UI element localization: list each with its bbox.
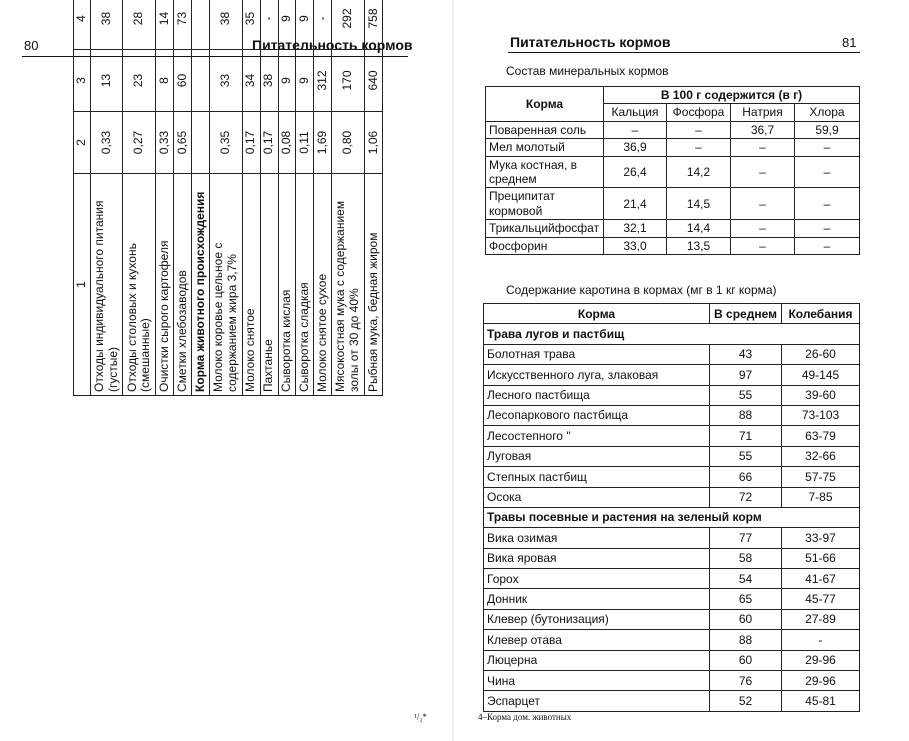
- page-number-right: 81: [842, 35, 857, 50]
- nutrition-row: [296, 0, 314, 396]
- nutrition-feed-name: Сыворотка кислая: [278, 174, 296, 396]
- nutrition-value: 0,33: [156, 112, 174, 174]
- nutrition-value: 9: [278, 0, 296, 50]
- nutrition-feed-name: Молоко коровье цельное с содержанием жира 3,7%: [209, 174, 242, 396]
- mineral-value: 13,5: [667, 237, 731, 254]
- mineral-row: [486, 139, 860, 156]
- nutrition-header-row: [74, 0, 91, 396]
- carotene-feed-name: Клевер отава: [484, 630, 710, 650]
- carotene-value: 55: [710, 385, 782, 405]
- nutrition-value: 0,11: [296, 112, 314, 174]
- carotene-value: 66: [710, 467, 782, 487]
- carotene-value: 45-77: [782, 589, 860, 609]
- nutrition-value: 9: [296, 50, 314, 112]
- carotene-feed-name: Искусственного луга, злаковая: [484, 365, 710, 385]
- carotene-value: 52: [710, 691, 782, 711]
- carotene-feed-name: Вика яровая: [484, 548, 710, 568]
- carotene-feed-name: Люцерна: [484, 650, 710, 670]
- nutrition-row: [209, 0, 242, 396]
- nutrition-row: [90, 0, 123, 396]
- nutrition-value: 73: [174, 0, 192, 50]
- mineral-value: –: [731, 156, 795, 188]
- nutrition-feed-name: Молоко снятое сухое: [314, 174, 332, 396]
- carotene-feed-name: Горох: [484, 569, 710, 589]
- mineral-value: –: [795, 188, 860, 220]
- carotene-row: [484, 650, 860, 670]
- mineral-row: [486, 156, 860, 188]
- carotene-row: [484, 569, 860, 589]
- nutrition-feed-name: Сыворотка сладкая: [296, 174, 314, 396]
- carotene-value: 77: [710, 528, 782, 548]
- carotene-feed-name: Чина: [484, 671, 710, 691]
- carotene-value: 43: [710, 344, 782, 364]
- carotene-col-feed: Корма: [484, 304, 710, 324]
- carotene-row: [484, 487, 860, 507]
- mineral-value: 14,2: [667, 156, 731, 188]
- nutrition-value: 14: [156, 0, 174, 50]
- nutrition-value: 0,80: [332, 112, 365, 174]
- carotene-value: 60: [710, 609, 782, 629]
- mineral-feed-name: Мука костная, в среднем: [486, 156, 604, 188]
- nutrition-value: 0,17: [242, 112, 260, 174]
- carotene-row: [484, 385, 860, 405]
- carotene-value: 54: [710, 569, 782, 589]
- nutrition-value: 38: [260, 50, 278, 112]
- carotene-feed-name: Болотная трава: [484, 344, 710, 364]
- carotene-value: 39-60: [782, 385, 860, 405]
- nutrition-value: 8: [156, 50, 174, 112]
- mineral-group-header: В 100 г содержится (в г): [604, 87, 860, 104]
- nutrition-feed-name: Сметки хлебозаводов: [174, 174, 192, 396]
- nutrition-value: 1,06: [364, 112, 382, 174]
- mineral-feed-name: Поваренная соль: [486, 121, 604, 138]
- carotene-value: 33-97: [782, 528, 860, 548]
- mineral-value: 14,4: [667, 220, 731, 237]
- mineral-sub-sodium: Натрия: [731, 104, 795, 121]
- mineral-value: 36,7: [731, 121, 795, 138]
- mineral-value: 14,5: [667, 188, 731, 220]
- mineral-value: –: [795, 156, 860, 188]
- header-rule-right: [508, 52, 860, 53]
- carotene-value: 32-66: [782, 446, 860, 466]
- nutrition-table-rotated: [73, 0, 383, 396]
- nutrition-row: [242, 0, 260, 396]
- mineral-value: –: [667, 139, 731, 156]
- carotene-section-label: Травы посевные и растения на зеленый корм: [484, 507, 860, 527]
- nutrition-value: 0,33: [90, 112, 123, 174]
- nutrition-empty-cell: [192, 112, 210, 174]
- carotene-feed-name: Лесостепного ": [484, 426, 710, 446]
- nutrition-row: [278, 0, 296, 396]
- carotene-value: 60: [710, 650, 782, 670]
- carotene-value: 88: [710, 630, 782, 650]
- mineral-value: 32,1: [604, 220, 667, 237]
- carotene-value: 71: [710, 426, 782, 446]
- nutrition-row: [156, 0, 174, 396]
- mineral-value: 36,9: [604, 139, 667, 156]
- carotene-row: [484, 365, 860, 385]
- mineral-value: –: [795, 220, 860, 237]
- carotene-table: [483, 303, 860, 712]
- footer-mark: ¹/₃*: [414, 712, 427, 722]
- nutrition-feed-name: Отходы индивидуального питания (густые): [90, 174, 123, 396]
- nutrition-value: 0,08: [278, 112, 296, 174]
- nutrition-value: 170: [332, 50, 365, 112]
- carotene-feed-name: Клевер (бутонизация): [484, 609, 710, 629]
- nutrition-col-header: 4: [74, 0, 91, 50]
- mineral-row: [486, 188, 860, 220]
- carotene-caption: Содержание каротина в кормах (мг в 1 кг корма): [506, 283, 777, 297]
- carotene-row: [484, 548, 860, 568]
- carotene-feed-name: Осока: [484, 487, 710, 507]
- nutrition-col-header: 3: [74, 50, 91, 112]
- carotene-value: 97: [710, 365, 782, 385]
- carotene-value: 55: [710, 446, 782, 466]
- mineral-feed-name: Трикальцийфосфат: [486, 220, 604, 237]
- mineral-col-feed: Корма: [486, 87, 604, 122]
- mineral-value: –: [604, 121, 667, 138]
- nutrition-value: 23: [123, 50, 156, 112]
- nutrition-value: 640: [364, 50, 382, 112]
- left-page: [0, 0, 448, 741]
- nutrition-row: [260, 0, 278, 396]
- mineral-sub-calcium: Кальция: [604, 104, 667, 121]
- mineral-value: 59,9: [795, 121, 860, 138]
- carotene-feed-name: Степных пастбищ: [484, 467, 710, 487]
- nutrition-value: 0,17: [260, 112, 278, 174]
- carotene-value: 88: [710, 405, 782, 425]
- carotene-feed-name: Донник: [484, 589, 710, 609]
- carotene-row: [484, 589, 860, 609]
- nutrition-value: 1,69: [314, 112, 332, 174]
- mineral-table: [485, 86, 860, 255]
- nutrition-value: 60: [174, 50, 192, 112]
- nutrition-body: [90, 0, 382, 396]
- carotene-col-range: Колебания: [782, 304, 860, 324]
- carotene-value: 76: [710, 671, 782, 691]
- mineral-feed-name: Преципитат кормовой: [486, 188, 604, 220]
- nutrition-value: 13: [90, 50, 123, 112]
- nutrition-feed-name: Отходы столовых и кухонь (смешанные): [123, 174, 156, 396]
- nutrition-value: 9: [296, 0, 314, 50]
- carotene-feed-name: Эспарцет: [484, 691, 710, 711]
- nutrition-value: -: [314, 0, 332, 50]
- carotene-row: [484, 467, 860, 487]
- right-page: [458, 0, 909, 741]
- mineral-value: –: [795, 139, 860, 156]
- nutrition-col-header: 2: [74, 112, 91, 174]
- carotene-feed-name: Луговая: [484, 446, 710, 466]
- nutrition-value: 38: [90, 0, 123, 50]
- carotene-row: [484, 691, 860, 711]
- mineral-feed-name: Фосфорин: [486, 237, 604, 254]
- carotene-value: 73-103: [782, 405, 860, 425]
- nutrition-feed-name: Мясокостная мука с содержанием золы от 30 до 40%: [332, 174, 365, 396]
- carotene-value: 7-85: [782, 487, 860, 507]
- nutrition-feed-name: Очистки сырого картофеля: [156, 174, 174, 396]
- nutrition-value: 34: [242, 50, 260, 112]
- mineral-sub-chlorine: Хлора: [795, 104, 860, 121]
- book-fold: [452, 0, 454, 741]
- running-head-left: Питательность кормов: [252, 37, 413, 53]
- nutrition-value: 38: [209, 0, 242, 50]
- carotene-feed-name: Вика озимая: [484, 528, 710, 548]
- nutrition-value: 9: [278, 50, 296, 112]
- nutrition-value: 0,35: [209, 112, 242, 174]
- mineral-caption: Состав минеральных кормов: [506, 64, 669, 78]
- nutrition-section-row: [192, 0, 210, 396]
- running-head-right: Питательность кормов: [510, 34, 671, 50]
- nutrition-row: [314, 0, 332, 396]
- carotene-section-row: [484, 324, 860, 344]
- nutrition-row: [123, 0, 156, 396]
- mineral-value: –: [731, 188, 795, 220]
- carotene-value: 63-79: [782, 426, 860, 446]
- carotene-row: [484, 446, 860, 466]
- nutrition-value: 35: [242, 0, 260, 50]
- mineral-value: –: [731, 139, 795, 156]
- nutrition-row: [364, 0, 382, 396]
- nutrition-value: 292: [332, 0, 365, 50]
- nutrition-feed-name: Пахтанье: [260, 174, 278, 396]
- mineral-value: –: [731, 220, 795, 237]
- carotene-row: [484, 426, 860, 446]
- mineral-row: [486, 121, 860, 138]
- carotene-value: 58: [710, 548, 782, 568]
- carotene-value: 41-67: [782, 569, 860, 589]
- carotene-value: 72: [710, 487, 782, 507]
- mineral-sub-phosphorus: Фосфора: [667, 104, 731, 121]
- carotene-value: -: [782, 630, 860, 650]
- carotene-value: 26-60: [782, 344, 860, 364]
- mineral-value: –: [667, 121, 731, 138]
- carotene-value: 51-66: [782, 548, 860, 568]
- carotene-row: [484, 405, 860, 425]
- nutrition-value: 0,27: [123, 112, 156, 174]
- carotene-row: [484, 630, 860, 650]
- nutrition-value: 312: [314, 50, 332, 112]
- nutrition-feed-name: Молоко снятое: [242, 174, 260, 396]
- nutrition-value: -: [260, 0, 278, 50]
- carotene-row: [484, 609, 860, 629]
- mineral-value: 26,4: [604, 156, 667, 188]
- carotene-col-avg: В среднем: [710, 304, 782, 324]
- mineral-value: 21,4: [604, 188, 667, 220]
- mineral-value: –: [795, 237, 860, 254]
- carotene-row: [484, 671, 860, 691]
- mineral-value: –: [731, 237, 795, 254]
- carotene-value: 29-96: [782, 671, 860, 691]
- nutrition-feed-name: Рыбная мука, бедная жиром: [364, 174, 382, 396]
- carotene-feed-name: Лесного пастбища: [484, 385, 710, 405]
- mineral-row: [486, 220, 860, 237]
- carotene-row: [484, 344, 860, 364]
- nutrition-value: 33: [209, 50, 242, 112]
- carotene-value: 27-89: [782, 609, 860, 629]
- nutrition-value: 28: [123, 0, 156, 50]
- nutrition-empty-cell: [192, 50, 210, 112]
- carotene-value: 45-81: [782, 691, 860, 711]
- nutrition-col-header: 1: [74, 174, 91, 396]
- page-number-left: 80: [24, 38, 39, 53]
- mineral-value: 33,0: [604, 237, 667, 254]
- footer-note: 4–Корма дом. животных: [478, 712, 572, 722]
- carotene-value: 29-96: [782, 650, 860, 670]
- carotene-section-row: [484, 507, 860, 527]
- carotene-section-label: Трава лугов и пастбищ: [484, 324, 860, 344]
- nutrition-section-label: Корма животного происхождения: [192, 174, 210, 396]
- mineral-row: [486, 237, 860, 254]
- nutrition-row: [174, 0, 192, 396]
- mineral-feed-name: Мел молотый: [486, 139, 604, 156]
- nutrition-row: [332, 0, 365, 396]
- carotene-row: [484, 528, 860, 548]
- carotene-feed-name: Лесопаркового пастбища: [484, 405, 710, 425]
- carotene-value: 65: [710, 589, 782, 609]
- carotene-value: 57-75: [782, 467, 860, 487]
- nutrition-value: 758: [364, 0, 382, 50]
- nutrition-empty-cell: [192, 0, 210, 50]
- carotene-value: 49-145: [782, 365, 860, 385]
- nutrition-value: 0,65: [174, 112, 192, 174]
